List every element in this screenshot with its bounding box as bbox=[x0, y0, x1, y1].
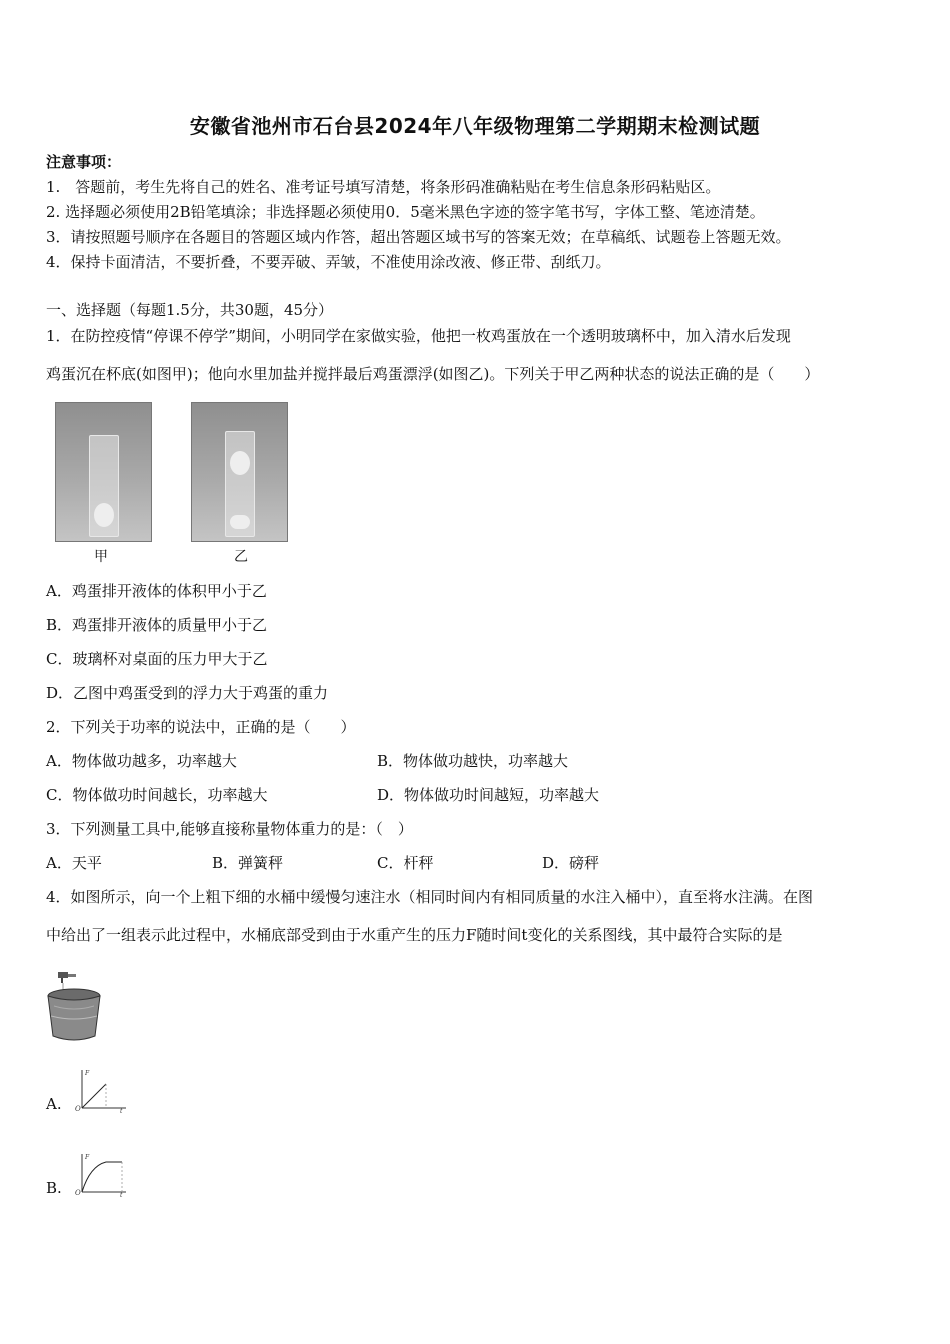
section-heading: 一、选择题（每题1.5分，共30题，45分） bbox=[46, 301, 334, 319]
q3-option-b: B．弹簧秤 bbox=[212, 854, 284, 872]
q1-stem-line2: 鸡蛋沉在杯底(如图甲)；他向水里加盐并搅拌最后鸡蛋漂浮(如图乙)。下列关于甲乙两种状态的说法正确的是（ ） bbox=[46, 365, 820, 383]
q2-option-c: C．物体做功时间越长，功率越大 bbox=[46, 786, 268, 804]
figure-jia-label: 甲 bbox=[94, 549, 108, 565]
graph-axis-x-label: t bbox=[120, 1108, 123, 1114]
q1-option-b: B．鸡蛋排开液体的质量甲小于乙 bbox=[46, 616, 268, 634]
q3-option-c: C．杆秤 bbox=[377, 854, 434, 872]
q4-option-a: A. bbox=[46, 1095, 62, 1113]
notice-item: 1. 答题前，考生先将自己的姓名、准考证号填写清楚，将条形码准确粘贴在考生信息条形码粘贴区。 bbox=[46, 178, 721, 196]
q1-option-d: D．乙图中鸡蛋受到的浮力大于鸡蛋的重力 bbox=[46, 684, 329, 702]
notice-item: 2. 选择题必须使用2B铅笔填涂；非选择题必须使用0．5毫米黑色字迹的签字笔书写，字体工整、笔迹清楚。 bbox=[46, 203, 765, 221]
egg-sunk bbox=[94, 503, 114, 527]
q1-option-c: C．玻璃杯对桌面的压力甲大于乙 bbox=[46, 650, 268, 668]
bucket-with-faucet-figure bbox=[44, 966, 104, 1044]
q4-option-a-graph bbox=[72, 1066, 128, 1114]
page-title: 安徽省池州市石台县2024年八年级物理第二学期期末检测试题 bbox=[189, 114, 761, 138]
q4-stem-line2: 中给出了一组表示此过程中，水桶底部受到由于水重产生的压力F随时间t变化的关系图线，其中最符合实际的是 bbox=[46, 926, 783, 944]
egg-floating bbox=[230, 451, 250, 475]
q2-option-a: A．物体做功越多，功率越大 bbox=[46, 752, 237, 770]
figure-yi-label: 乙 bbox=[234, 549, 248, 565]
figure-yi-photo bbox=[191, 402, 288, 542]
q4-stem-line1: 4．如图所示，向一个上粗下细的水桶中缓慢匀速注水（相同时间内有相同质量的水注入桶中），直至将水注满。在图 bbox=[46, 888, 814, 906]
salt-sediment bbox=[230, 515, 250, 529]
q2-option-b: B．物体做功越快，功率越大 bbox=[377, 752, 569, 770]
notice-heading: 注意事项： bbox=[46, 153, 122, 171]
graph-axis-y-label: F bbox=[85, 1154, 90, 1161]
graph-origin-label: O bbox=[75, 1189, 81, 1197]
q4-option-b-graph bbox=[72, 1150, 128, 1198]
graph-axis-x-label: t bbox=[120, 1192, 123, 1198]
q2-stem: 2．下列关于功率的说法中，正确的是（ ） bbox=[46, 718, 356, 736]
q1-option-a: A．鸡蛋排开液体的体积甲小于乙 bbox=[46, 582, 267, 600]
q4-option-b: B. bbox=[46, 1179, 62, 1197]
q3-option-a: A．天平 bbox=[46, 854, 102, 872]
q2-option-d: D．物体做功时间越短，功率越大 bbox=[377, 786, 600, 804]
q1-stem-line1: 1．在防控疫情“停课不停学”期间，小明同学在家做实验，他把一枚鸡蛋放在一个透明玻璃杯中，加入清水后发现 bbox=[46, 327, 791, 345]
q3-option-d: D．磅秤 bbox=[542, 854, 600, 872]
graph-origin-label: O bbox=[75, 1105, 81, 1113]
notice-item: 3．请按照题号顺序在各题目的答题区域内作答，超出答题区域书写的答案无效；在草稿纸、试题卷上答题无效。 bbox=[46, 228, 791, 246]
q3-stem: 3．下列测量工具中,能够直接称量物体重力的是：（ ） bbox=[46, 820, 413, 838]
figure-jia-photo bbox=[55, 402, 152, 542]
graph-axis-y-label: F bbox=[85, 1070, 90, 1077]
notice-item: 4．保持卡面清洁，不要折叠，不要弄破、弄皱，不准使用涂改液、修正带、刮纸刀。 bbox=[46, 253, 611, 271]
